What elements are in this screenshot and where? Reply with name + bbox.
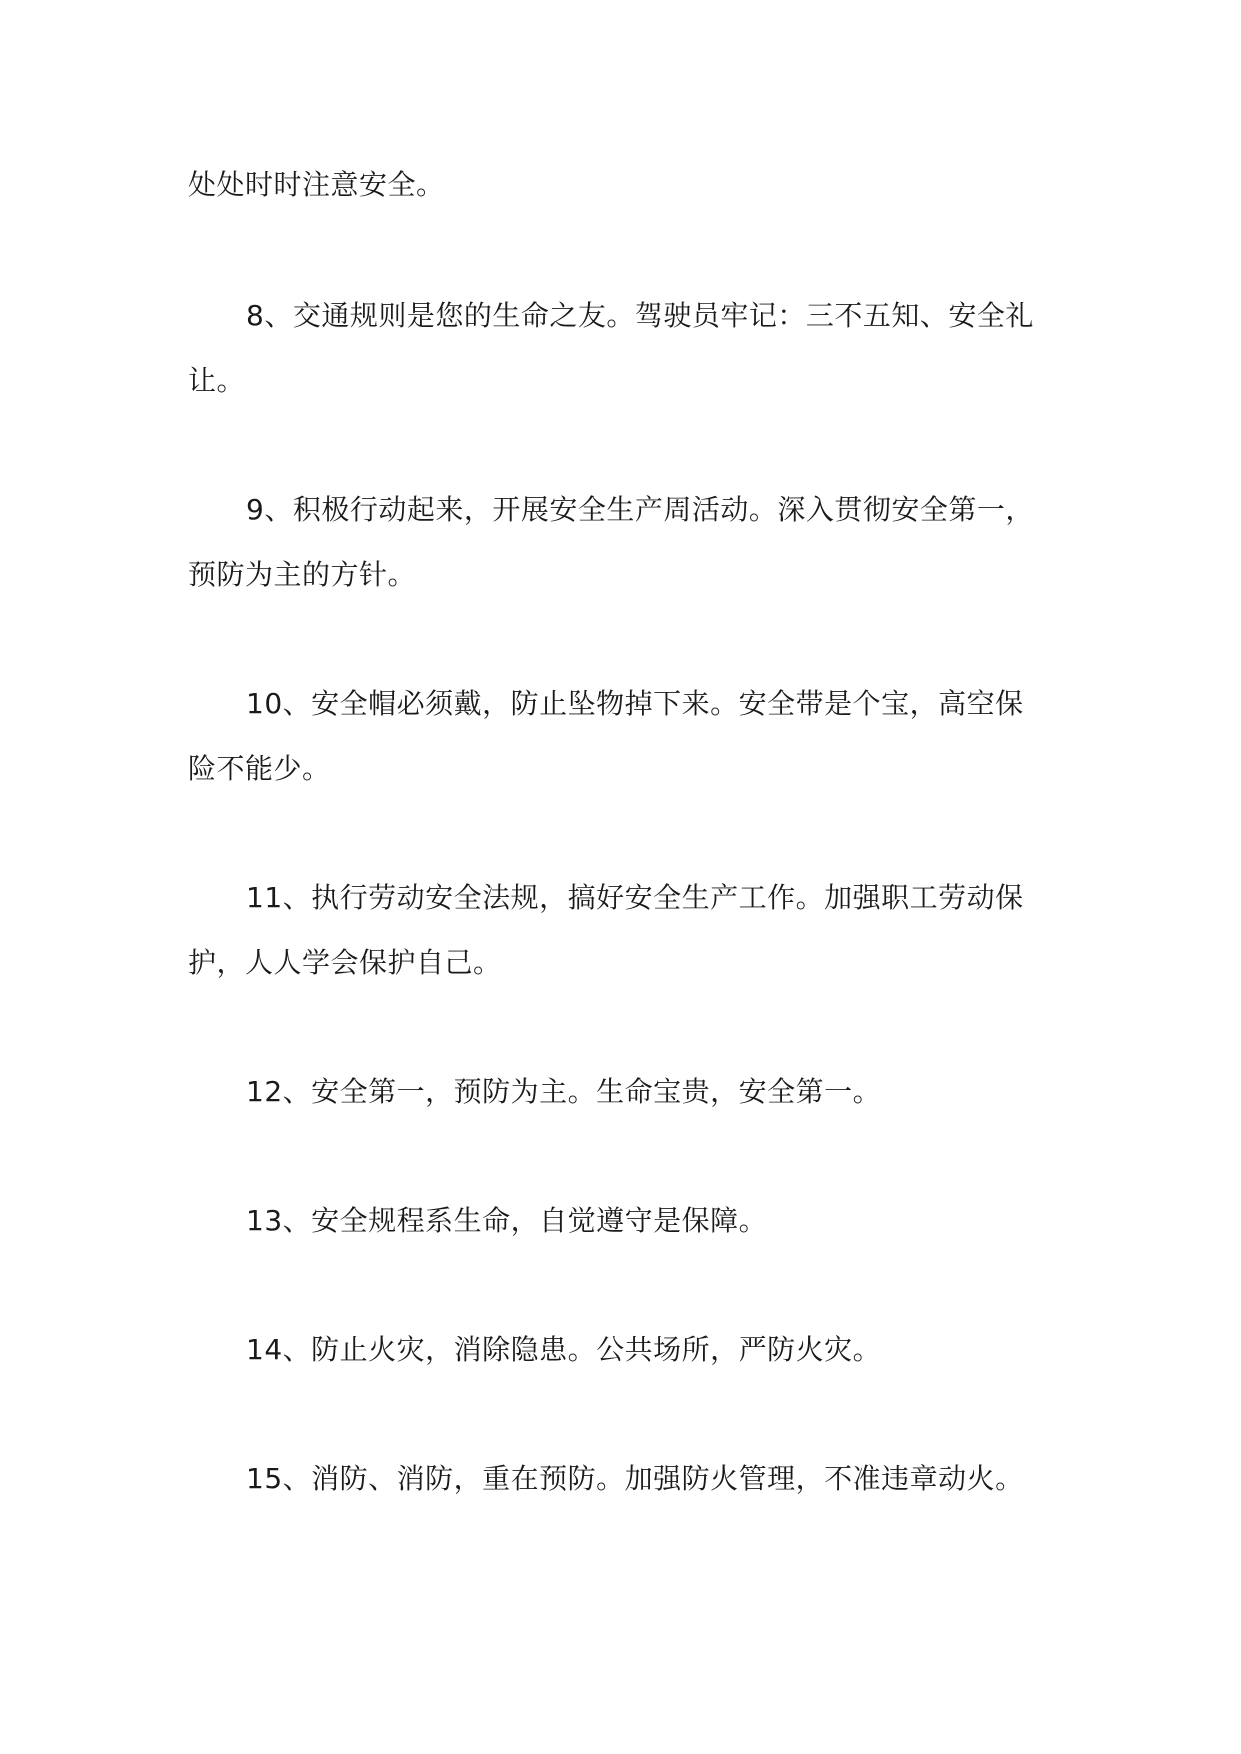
paragraph-line: 9、积极行动起来，开展安全生产周活动。深入贯彻安全第一， [246,493,1034,526]
paragraph-line: 让。 [188,364,246,397]
paragraph-item-13 [188,1188,1068,1253]
paragraph-line: 处处时时注意安全。 [188,168,445,201]
paragraph-line: 11、执行劳动安全法规，搞好安全生产工作。加强职工劳动保 [246,881,1024,914]
paragraph-item-10 [188,671,1068,801]
paragraph-line: 预防为主的方针。 [188,558,417,591]
paragraph-item-11 [188,865,1068,995]
paragraph-item-15 [188,1446,1068,1511]
paragraph-line: 14、防止火灾，消除隐患。公共场所，严防火灾。 [246,1333,882,1366]
paragraph-item-8 [188,283,1068,413]
paragraph-item-9 [188,477,1068,607]
paragraph-line: 15、消防、消防，重在预防。加强防火管理，不准违章动火。 [246,1462,1024,1495]
paragraph-item-12 [188,1059,1068,1124]
paragraph-continuation [188,152,1068,217]
paragraph-item-14 [188,1317,1068,1382]
paragraph-line: 护，人人学会保护自己。 [188,946,502,979]
paragraph-line: 13、安全规程系生命，自觉遵守是保障。 [246,1204,768,1237]
paragraph-line: 10、安全帽必须戴，防止坠物掉下来。安全带是个宝，高空保 [246,687,1024,720]
paragraph-line: 险不能少。 [188,752,331,785]
paragraph-line: 12、安全第一，预防为主。生命宝贵，安全第一。 [246,1075,882,1108]
paragraph-line: 8、交通规则是您的生命之友。驾驶员牢记：三不五知、安全礼 [246,299,1034,332]
